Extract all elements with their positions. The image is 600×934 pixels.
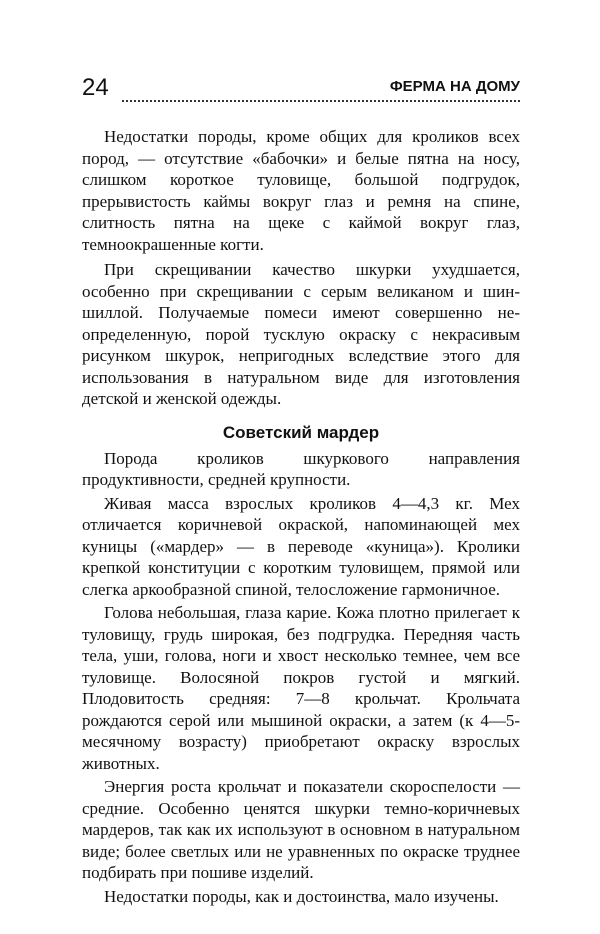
header-dotted-rule — [122, 100, 520, 102]
body-paragraph: Живая масса взрослых кроликов 4—4,3 кг. Мех отличается коричневой окраской, напоминающей мех куницы («мардер» — в переводе «куница»). Кролики крепкой конституции с коротким туловищем, прямой или слегка аркообразной спиной, телосложение гармоничное. — [82, 493, 520, 599]
body-paragraph: Энергия роста крольчат и показатели скороспелости — средние. Особенно ценятся шкурки темно-коричневых мардеров, так как их используют в основном в натуральном виде; более светлых или не уравненных по окраске труднее подбирать при пошиве изделий. — [82, 777, 520, 882]
running-title: ФЕРМА НА ДОМУ — [389, 78, 520, 95]
page-body — [82, 126, 520, 909]
page-number: 24 — [82, 74, 109, 101]
page-header — [82, 74, 520, 104]
body-paragraph: При скрещивании качество шкурки ухудшается, особенно при скрещивании с серым великаном и шиншиллой. Получаемые помеси имеют совершенно неопределенную, порой тусклую окраску с некрасивым рисунком шкурок, непригодных вследствие этого для использования в натуральном виде для изготовления детской и женской одежды. — [82, 260, 520, 408]
body-paragraph: Недостатки породы, кроме общих для кроликов всех пород, — отсутствие «бабочки» и белые пятна на носу, слишком короткое туловище, большой подгрудок, прерывистость каймы вокруг глаз и ремня на спине, слитность пятна на щеке с каймой вокруг глаз, темноокрашенные когти. — [82, 127, 520, 254]
section-heading: Советский мардер — [222, 422, 380, 442]
body-paragraph: Голова небольшая, глаза карие. Кожа плотно прилегает к туловищу, грудь широкая, без подгрудка. Передняя часть тела, уши, голова, ноги и хвост несколько темнее, чем все туловище. Волосяной покров густой и мягкий. Плодовитость средняя: 7—8 крольчат. Крольчата рождаются серой или мышиной окраски, а затем (к 4—5-месячному возрасту) приобретают окраску взрослых животных. — [82, 603, 520, 773]
body-paragraph: Порода кроликов шкуркового направления продуктивности, средней крупности. — [82, 448, 520, 489]
body-paragraph: Недостатки породы, как и достоинства, мало изучены. — [104, 886, 499, 906]
